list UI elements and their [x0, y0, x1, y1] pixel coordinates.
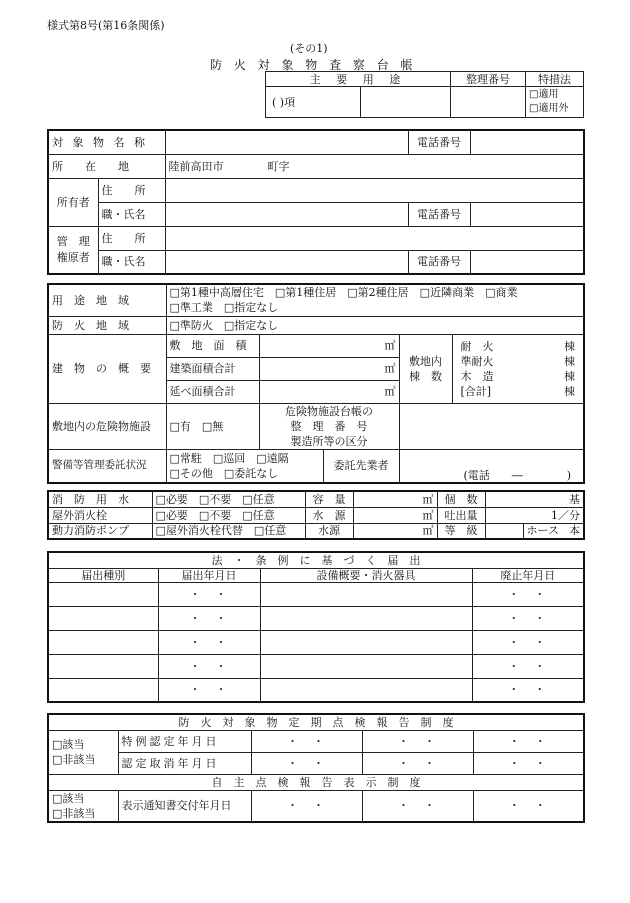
notif-cell[interactable]	[48, 606, 158, 630]
notif-table	[47, 551, 585, 703]
bldg-count-label: 敷地内 棟 数	[399, 334, 452, 403]
notif-col-abolish: 廃止年月日	[472, 568, 584, 582]
self-applicable[interactable]	[48, 790, 118, 822]
notif-abolish[interactable]: ・ ・	[472, 630, 584, 654]
date-field[interactable]: ・ ・	[473, 790, 584, 822]
water-r3-hose-cell[interactable]: ホース 本	[523, 523, 584, 539]
water-r3-a: 水源	[305, 523, 353, 539]
special-label: 特措法	[526, 72, 584, 87]
special-cert-label: 特例認定年月日	[118, 730, 251, 752]
water-r1-label: 消 防 用 水	[48, 491, 152, 507]
owner-tel-field[interactable]	[470, 202, 584, 226]
table-row	[48, 630, 584, 654]
tel-label: 電話番号	[408, 130, 470, 154]
notif-cell[interactable]	[260, 630, 472, 654]
bldg-count-field[interactable]: 耐 火 棟 準耐火 棟 木 造 棟 [合計] 棟	[452, 334, 584, 403]
kanri-addr-label: 住 所	[98, 226, 165, 250]
apply-checkbox[interactable]: □ 適用	[529, 88, 580, 102]
guard-label: 警備等管理委託状況	[48, 449, 166, 483]
hazard-label: 敷地内の危険物施設	[48, 403, 166, 449]
not-applicable-checkbox[interactable]: □ 非該当	[52, 752, 115, 767]
notif-date[interactable]: ・ ・	[158, 630, 260, 654]
address-label: 所 在 地	[48, 154, 165, 178]
water-r1-a: 容 量	[305, 491, 353, 507]
applicable-checkbox[interactable]: □ 該当	[52, 737, 115, 752]
table-row	[48, 654, 584, 678]
head-table	[265, 71, 584, 118]
notif-abolish[interactable]: ・ ・	[472, 582, 584, 606]
building-table	[47, 283, 585, 484]
notif-cell[interactable]	[48, 678, 158, 702]
hazard-reg-label: 危険物施設台帳の 整 理 番 号 製造所等の区分	[259, 403, 399, 449]
notif-col-type: 届出種別	[48, 568, 158, 582]
owner-addr-field[interactable]	[165, 178, 584, 202]
periodic-applicable[interactable]	[48, 730, 118, 774]
boka-options[interactable]: □準防火 □指定なし	[166, 316, 584, 334]
address-field[interactable]: 陸前高田市 町字	[165, 154, 584, 178]
cert-cancel-label: 認定取消年月日	[118, 752, 251, 774]
kanri-addr-field[interactable]	[165, 226, 584, 250]
notif-cell[interactable]	[48, 582, 158, 606]
water-r2-b: 吐出量	[437, 507, 485, 523]
notif-title: 法 ・ 条 例 に 基 づ く 届 出	[48, 552, 584, 568]
form-id: 様式第8号(第16条関係)	[47, 19, 165, 32]
table-row	[48, 678, 584, 702]
date-field[interactable]: ・ ・	[473, 752, 584, 774]
periodic-title: 防 火 対 象 物 定 期 点 検 報 告 制 度	[48, 714, 584, 730]
tel-field[interactable]	[470, 130, 584, 154]
boka-label: 防 火 地 域	[48, 316, 166, 334]
not-applicable-checkbox[interactable]: □ 非該当	[52, 806, 115, 821]
water-r1-a-field[interactable]: ㎥	[353, 491, 437, 507]
notif-date[interactable]: ・ ・	[158, 606, 260, 630]
owner-label: 所有者	[48, 178, 98, 226]
notif-date[interactable]: ・ ・	[158, 678, 260, 702]
object-name-field[interactable]	[165, 130, 408, 154]
kanri-name-label: 職・氏名	[98, 250, 165, 274]
water-r2-b-field[interactable]: 1／分	[485, 507, 584, 523]
water-r2-a-field[interactable]: ㎥	[353, 507, 437, 523]
table-row	[48, 606, 584, 630]
notif-cell[interactable]	[260, 606, 472, 630]
periodic-table	[47, 713, 585, 823]
youto-label: 用 途 地 域	[48, 284, 166, 316]
table-row	[48, 582, 584, 606]
water-r2-label: 屋外消火栓	[48, 507, 152, 523]
mgmt-no-label: 整理番号	[451, 72, 526, 87]
mgmt-no-cell[interactable]	[451, 87, 526, 118]
notif-cell[interactable]	[48, 654, 158, 678]
notif-date[interactable]: ・ ・	[158, 582, 260, 606]
notif-abolish[interactable]: ・ ・	[472, 606, 584, 630]
notif-abolish[interactable]: ・ ・	[472, 678, 584, 702]
notif-abolish[interactable]: ・ ・	[472, 654, 584, 678]
notif-cell[interactable]	[48, 630, 158, 654]
bldg-label: 建 物 の 概 要	[48, 334, 166, 403]
water-r3-label: 動力消防ポンプ	[48, 523, 152, 539]
youto-options[interactable]: □第1種中高層住宅 □第1種住居 □第2種住居 □近隣商業 □商業 □準工業 □指定なし	[166, 284, 584, 316]
date-field[interactable]: ・ ・	[362, 790, 473, 822]
object-name-label: 対 象 物 名 称	[48, 130, 165, 154]
hazard-options[interactable]: □有 □無	[166, 403, 259, 449]
kanri-name-field[interactable]	[165, 250, 408, 274]
date-field[interactable]: ・ ・	[473, 730, 584, 752]
guard-options-cell[interactable]	[166, 449, 399, 483]
not-apply-checkbox[interactable]: □ 適用外	[529, 102, 580, 116]
date-field[interactable]: ・ ・	[251, 730, 362, 752]
date-field[interactable]: ・ ・	[251, 790, 362, 822]
display-notice-label: 表示通知書交付年月日	[118, 790, 251, 822]
date-field[interactable]: ・ ・	[362, 730, 473, 752]
applicable-checkbox[interactable]: □ 該当	[52, 791, 115, 806]
notif-col-date: 届出年月日	[158, 568, 260, 582]
owner-name-label: 職・氏名	[98, 202, 165, 226]
page-title: 防 火 対 象 物 査 察 台 帳	[210, 58, 417, 72]
water-r3-options[interactable]: □屋外消火栓代替 □任意	[152, 523, 305, 539]
hazard-reg-field[interactable]	[399, 403, 584, 449]
floor-area-label: 延べ面積合計	[166, 380, 259, 403]
notif-cell[interactable]	[260, 654, 472, 678]
item-paren: ( )項	[266, 87, 361, 117]
self-inspection-title: 自 主 点 検 報 告 表 示 制 度	[48, 774, 584, 790]
kanri-label: 管 理 権原者	[48, 226, 98, 274]
water-r1-b: 個 数	[437, 491, 485, 507]
sub-no: (その1)	[290, 42, 328, 55]
owner-tel-label: 電話番号	[408, 202, 470, 226]
owner-table	[47, 129, 585, 275]
date-field[interactable]: ・ ・	[362, 752, 473, 774]
main-use-label: 主 要 用 途	[266, 72, 451, 87]
contractor-field[interactable]: (電話 ― )	[399, 449, 584, 483]
site-area-label: 敷 地 面 積	[166, 334, 259, 357]
notif-col-equip: 設備概要・消火器具	[260, 568, 472, 582]
water-r1-b-field[interactable]: 基	[485, 491, 584, 507]
water-r3-b: 等 級	[437, 523, 485, 539]
water-r1-options[interactable]: □必要 □不要 □任意	[152, 491, 305, 507]
guard-options[interactable]: □常駐 □巡回 □遠隔 □その他 □委託なし	[169, 451, 289, 480]
bldg-area-label: 建築面積合計	[166, 357, 259, 380]
notif-cell[interactable]	[260, 678, 472, 702]
kanri-tel-field[interactable]	[470, 250, 584, 274]
water-r3-grade-field[interactable]	[485, 523, 523, 539]
kanri-tel-label: 電話番号	[408, 250, 470, 274]
notif-date[interactable]: ・ ・	[158, 654, 260, 678]
contractor-label: 委託先業者	[323, 450, 399, 482]
water-table	[47, 490, 585, 540]
water-r3-a-field[interactable]: ㎥	[353, 523, 437, 539]
main-use-cell[interactable]	[266, 87, 451, 118]
owner-name-field[interactable]	[165, 202, 408, 226]
date-field[interactable]: ・ ・	[251, 752, 362, 774]
water-r2-a: 水 源	[305, 507, 353, 523]
notif-cell[interactable]	[260, 582, 472, 606]
owner-addr-label: 住 所	[98, 178, 165, 202]
floor-area-field[interactable]: ㎡	[259, 380, 399, 403]
bldg-area-field[interactable]: ㎡	[259, 357, 399, 380]
water-r2-options[interactable]: □必要 □不要 □任意	[152, 507, 305, 523]
site-area-field[interactable]: ㎡	[259, 334, 399, 357]
